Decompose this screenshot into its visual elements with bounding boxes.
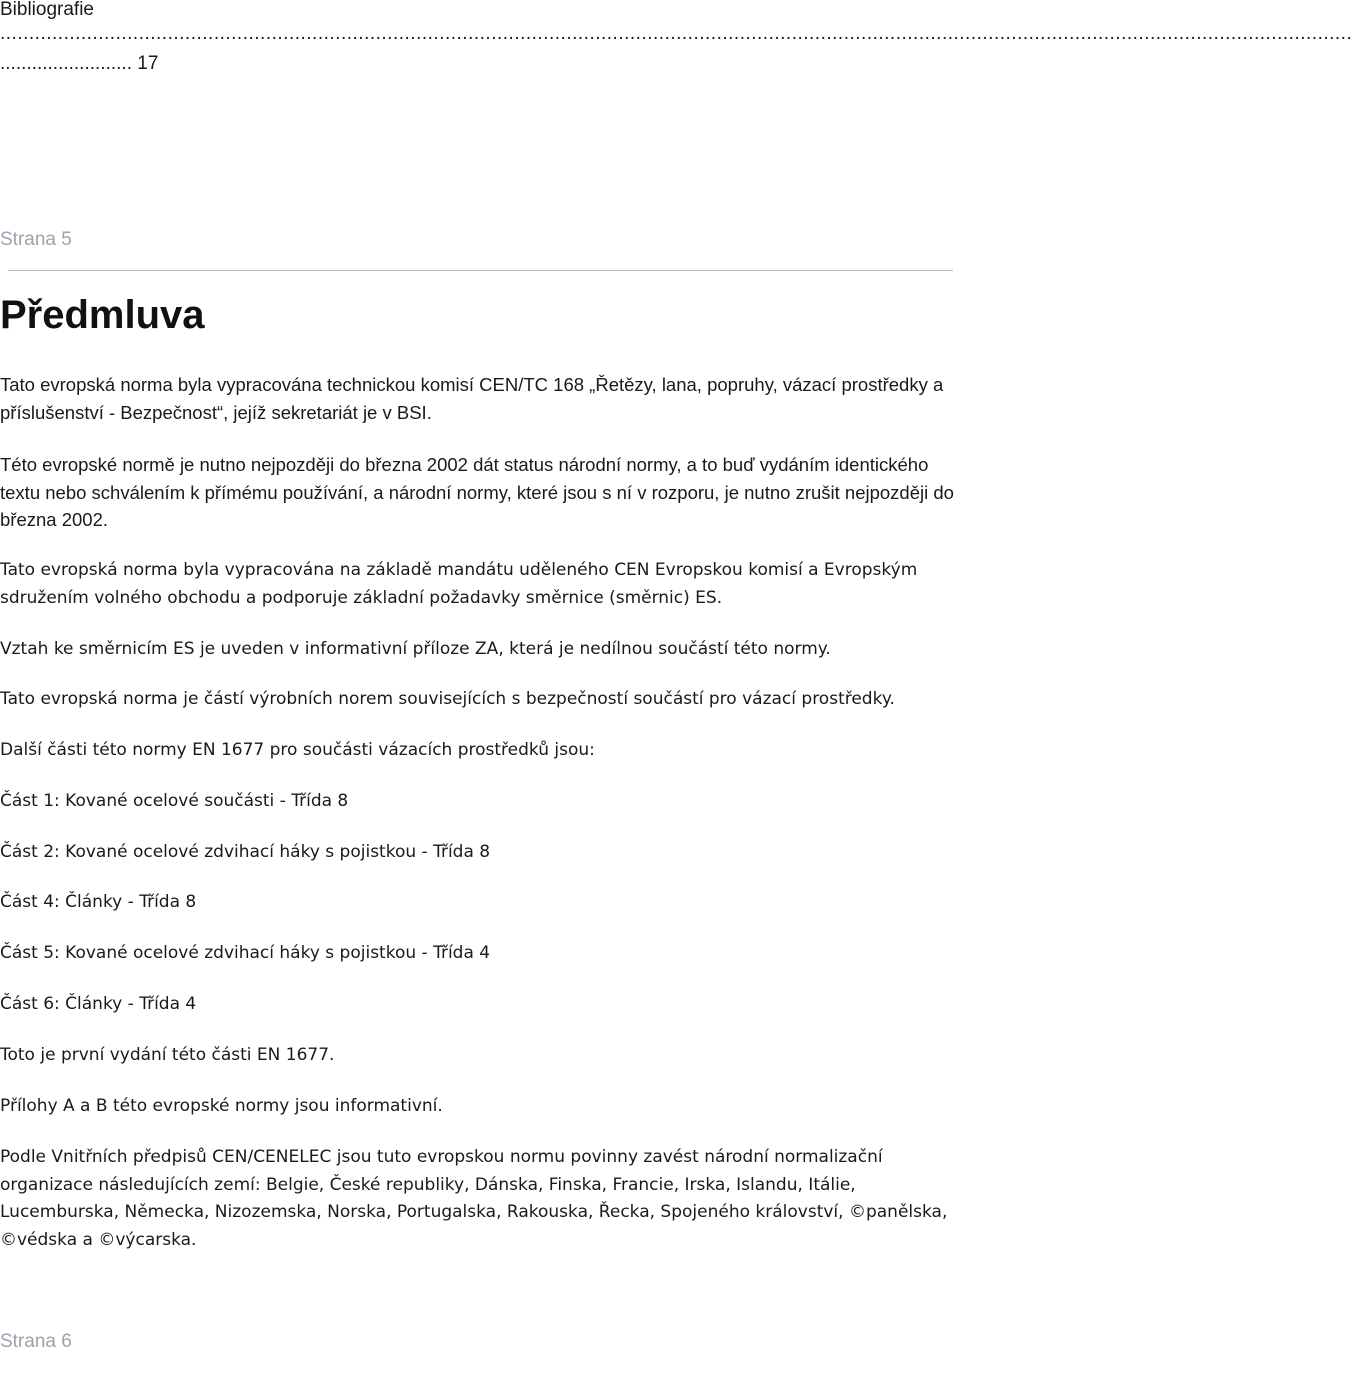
toc-entry-title: Bibliografie [0, 0, 94, 20]
paragraph-1: Tato evropská norma byla vypracována technickou komisí CEN/TC 168 „Řetězy, lana, popruhy, vázací prostředky a příslušenství - Bezpečnost“, jejíž sekretariát je v BSI. [0, 374, 944, 423]
paragraph-annexes: Přílohy A a B této evropské normy jsou informativní. [0, 1096, 443, 1116]
toc-page-number: ......................... 17 [0, 53, 159, 74]
list-item-part-4: Část 4: Články - Třída 8 [0, 892, 197, 912]
list-item-part-1: Část 1: Kované ocelové součásti - Třída 8 [0, 791, 349, 811]
page-label-5: Strana 5 [0, 229, 72, 250]
paragraph-2: Této evropské normě je nutno nejpozději do března 2002 dát status národní normy, a to buď vydáním identického textu nebo schválením k přímému používání, a národní normy, které jsou s ní v rozporu, je nutno zrušit nejpozději do března 2002. [0, 454, 954, 530]
page-divider [8, 270, 953, 271]
paragraph-3: Tato evropská norma byla vypracována na základě mandátu uděleného CEN Evropskou komisí a Evropským sdružením volného obchodu a podporuje základní požadavky směrnice (směrnic) ES. [0, 560, 918, 608]
list-item-part-6: Část 6: Články - Třída 4 [0, 994, 197, 1014]
page-heading: Předmluva [0, 293, 205, 337]
page-label-6: Strana 6 [0, 1331, 72, 1352]
paragraph-edition: Toto je první vydání této části EN 1677. [0, 1045, 335, 1065]
list-item-part-2: Část 2: Kované ocelové zdvihací háky s pojistkou - Třída 8 [0, 842, 491, 862]
list-item-part-5: Část 5: Kované ocelové zdvihací háky s pojistkou - Třída 4 [0, 943, 491, 963]
paragraph-5: Tato evropská norma je částí výrobních norem souvisejících s bezpečností součástí pro vázací prostředky. [0, 689, 895, 709]
toc-leader-dots: .......................................................................................................................................................................................................................................... [0, 23, 1352, 44]
paragraph-6: Další části této normy EN 1677 pro součásti vázacích prostředků jsou: [0, 740, 595, 760]
paragraph-countries: Podle Vnitřních předpisů CEN/CENELEC jsou tuto evropskou normu povinny zavést národní normalizační organizace následujících zemí: Belgie, České republiky, Dánska, Finska, Francie, Irska, Islandu, Itálie, Lucemburska, Německa, Nizozemska, Norska, Portugalska, Rakouska, Řecka, Spojeného království, ©panělska, ©védska a ©výcarska. [0, 1147, 948, 1250]
paragraph-4: Vztah ke směrnicím ES je uveden v informativní příloze ZA, která je nedílnou součástí této normy. [0, 639, 831, 659]
